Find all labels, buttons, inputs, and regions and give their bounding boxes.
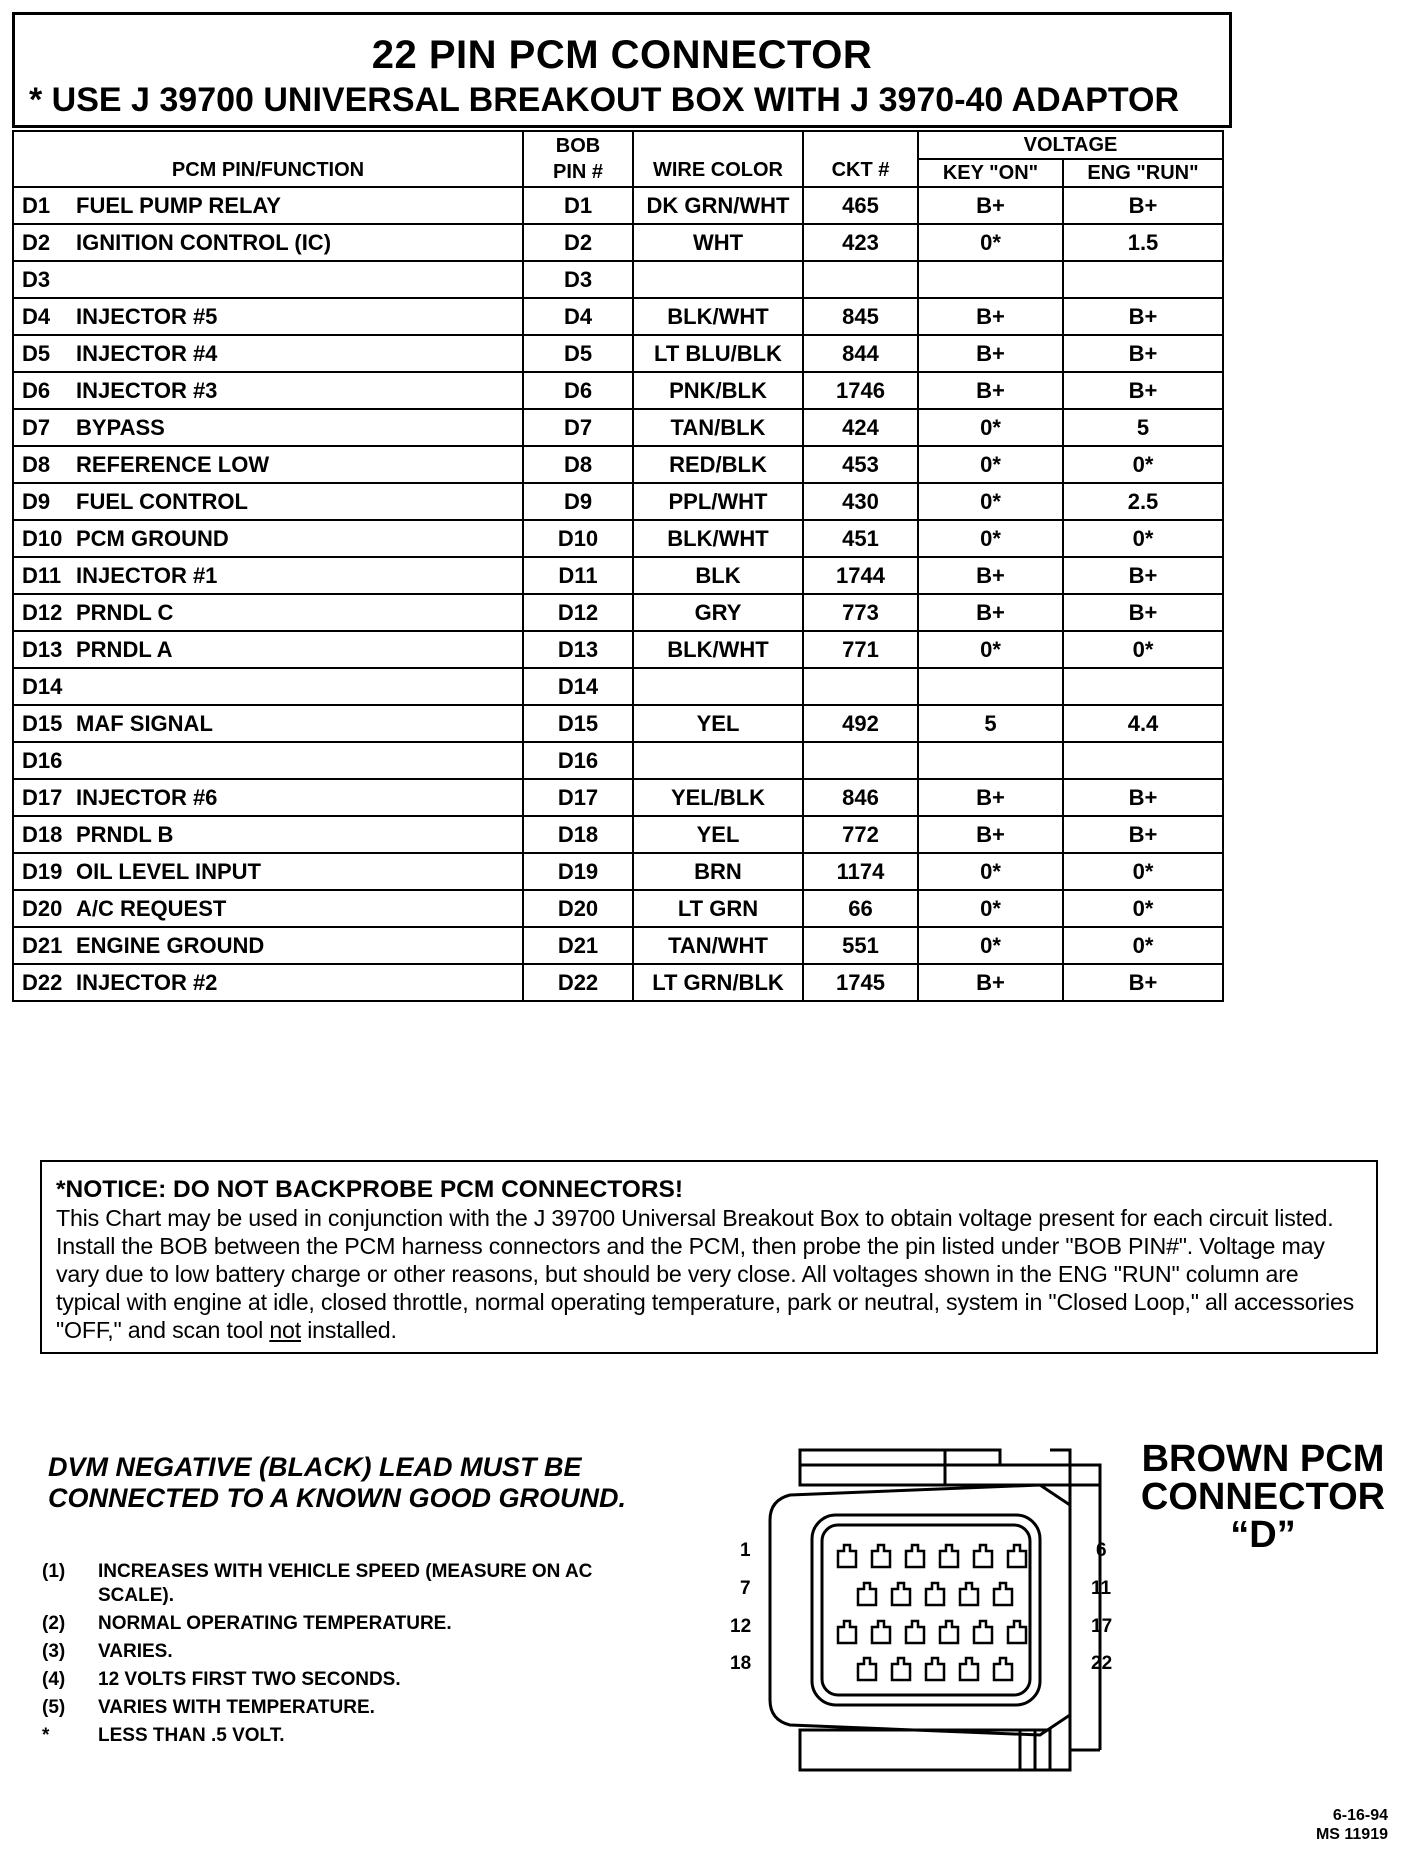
pin-table-body [13, 187, 1223, 1001]
circuit-number-cell [803, 668, 918, 705]
list-item [42, 1696, 662, 1720]
note-number: (1) [42, 1561, 66, 1582]
pin-function-cell [13, 668, 523, 705]
col-ckt-header: CKT # [803, 131, 918, 187]
wire-color-cell: GRY [633, 594, 803, 631]
wire-color-cell: YEL/BLK [633, 779, 803, 816]
key-on-voltage-cell: 0* [918, 224, 1063, 261]
pin-cavity [926, 1583, 944, 1605]
pin-id: D3 [22, 266, 51, 292]
eng-run-voltage-cell: B+ [1063, 372, 1223, 409]
circuit-number-cell: 1744 [803, 557, 918, 594]
dvm-line-2: CONNECTED TO A KNOWN GOOD GROUND. [48, 1483, 626, 1513]
note-text: VARIES WITH TEMPERATURE. [98, 1697, 375, 1718]
pin-cavity [858, 1583, 876, 1605]
bob-pin-cell: D2 [523, 224, 633, 261]
wire-color-cell: BLK/WHT [633, 520, 803, 557]
note-number: (5) [42, 1697, 66, 1718]
key-on-voltage-cell: B+ [918, 298, 1063, 335]
pin-number-22: 22 [1091, 1653, 1113, 1674]
table-row [13, 335, 1223, 372]
eng-run-voltage-cell: 0* [1063, 890, 1223, 927]
pin-id: D14 [22, 673, 63, 699]
eng-run-voltage-cell: 0* [1063, 446, 1223, 483]
date-code [1316, 1806, 1388, 1844]
pin-function-cell [13, 631, 523, 668]
eng-run-voltage-cell: B+ [1063, 594, 1223, 631]
pin-function: PRNDL A [76, 636, 173, 662]
key-on-voltage-cell [918, 742, 1063, 779]
pin-function: BYPASS [76, 414, 165, 440]
note-text: 12 VOLTS FIRST TWO SECONDS. [98, 1669, 401, 1690]
wire-color-cell: TAN/WHT [633, 927, 803, 964]
wire-color-cell: PPL/WHT [633, 483, 803, 520]
pin-function-cell [13, 705, 523, 742]
pin-id: D6 [22, 377, 51, 403]
table-row [13, 742, 1223, 779]
dvm-line-1: DVM NEGATIVE (BLACK) LEAD MUST BE [48, 1452, 582, 1482]
table-row [13, 187, 1223, 224]
eng-run-voltage-cell: 0* [1063, 927, 1223, 964]
key-on-voltage-cell: 0* [918, 631, 1063, 668]
table-row [13, 631, 1223, 668]
note-text: INCREASES WITH VEHICLE SPEED (MEASURE ON AC SCALE). [98, 1561, 593, 1606]
bob-pin-cell: D6 [523, 372, 633, 409]
table-row [13, 409, 1223, 446]
pin-number-6: 6 [1096, 1540, 1107, 1561]
table-row [13, 557, 1223, 594]
list-item [42, 1640, 662, 1664]
table-row [13, 372, 1223, 409]
pin-cavity [960, 1583, 978, 1605]
pin-table [12, 130, 1224, 1002]
table-row [13, 816, 1223, 853]
pin-id: D12 [22, 599, 63, 625]
pin-function-cell [13, 298, 523, 335]
wire-color-cell [633, 742, 803, 779]
pin-number-11: 11 [1091, 1578, 1112, 1599]
pin-id: D15 [22, 710, 63, 736]
note-number: (2) [42, 1613, 66, 1634]
pin-function-cell [13, 261, 523, 298]
bob-pin-cell: D7 [523, 409, 633, 446]
circuit-number-cell: 453 [803, 446, 918, 483]
bob-pin-cell: D18 [523, 816, 633, 853]
pin-id: D13 [22, 636, 63, 662]
table-row [13, 927, 1223, 964]
key-on-voltage-cell: 0* [918, 927, 1063, 964]
circuit-number-cell: 844 [803, 335, 918, 372]
circuit-number-cell: 845 [803, 298, 918, 335]
pin-function-cell [13, 779, 523, 816]
wire-color-cell: YEL [633, 816, 803, 853]
bob-pin-cell: D1 [523, 187, 633, 224]
pin-cavity [960, 1658, 978, 1680]
table-row [13, 520, 1223, 557]
pin-function-cell [13, 742, 523, 779]
bob-pin-cell: D21 [523, 927, 633, 964]
pin-id: D9 [22, 488, 51, 514]
key-on-voltage-cell: 5 [918, 705, 1063, 742]
col-key-on-header: KEY "ON" [918, 159, 1063, 187]
pin-function: ENGINE GROUND [76, 932, 265, 958]
header-box [12, 12, 1232, 128]
bob-pin-cell: D5 [523, 335, 633, 372]
wire-color-cell [633, 261, 803, 298]
pin-cavity [994, 1658, 1012, 1680]
pin-function: IGNITION CONTROL (IC) [76, 229, 332, 255]
pin-function-cell [13, 446, 523, 483]
key-on-voltage-cell: B+ [918, 557, 1063, 594]
pin-function-cell [13, 187, 523, 224]
pin-function: INJECTOR #1 [76, 562, 218, 588]
key-on-voltage-cell: 0* [918, 409, 1063, 446]
pin-function: FUEL PUMP RELAY [76, 192, 281, 218]
table-row [13, 594, 1223, 631]
wire-color-cell: BLK/WHT [633, 298, 803, 335]
circuit-number-cell: 424 [803, 409, 918, 446]
eng-run-voltage-cell: B+ [1063, 298, 1223, 335]
table-row [13, 890, 1223, 927]
pin-cavity [974, 1621, 992, 1643]
circuit-number-cell: 492 [803, 705, 918, 742]
key-on-voltage-cell: B+ [918, 779, 1063, 816]
pin-function-cell [13, 927, 523, 964]
circuit-number-cell: 1745 [803, 964, 918, 1001]
wire-color-cell: LT GRN/BLK [633, 964, 803, 1001]
bob-pin-cell: D12 [523, 594, 633, 631]
pin-cavity [926, 1658, 944, 1680]
dvm-instruction [48, 1452, 626, 1514]
table-row [13, 779, 1223, 816]
key-on-voltage-cell: B+ [918, 335, 1063, 372]
wire-color-cell: BLK/WHT [633, 631, 803, 668]
pin-function: INJECTOR #6 [76, 784, 218, 810]
list-item [42, 1560, 662, 1608]
key-on-voltage-cell: B+ [918, 187, 1063, 224]
wire-color-cell: BLK [633, 557, 803, 594]
notice-body-underlined: not [269, 1317, 301, 1343]
eng-run-voltage-cell: B+ [1063, 779, 1223, 816]
circuit-number-cell: 430 [803, 483, 918, 520]
wire-color-cell: LT GRN [633, 890, 803, 927]
key-on-voltage-cell: B+ [918, 372, 1063, 409]
bob-pin-cell: D14 [523, 668, 633, 705]
pin-id: D10 [22, 525, 63, 551]
wire-color-cell: RED/BLK [633, 446, 803, 483]
table-row [13, 964, 1223, 1001]
notice-heading: *NOTICE: DO NOT BACKPROBE PCM CONNECTORS! [56, 1176, 684, 1203]
pin-id: D5 [22, 340, 51, 366]
connector-label-line-2: CONNECTOR [1140, 1476, 1386, 1518]
eng-run-voltage-cell: B+ [1063, 335, 1223, 372]
pin-function: PRNDL B [76, 821, 174, 847]
list-item [42, 1724, 662, 1748]
connector-label-line-3: “D” [1230, 1514, 1296, 1556]
col-eng-run-header: ENG "RUN" [1063, 159, 1223, 187]
table-row [13, 446, 1223, 483]
circuit-number-cell [803, 742, 918, 779]
pin-function-cell [13, 520, 523, 557]
pin-cavity [892, 1658, 910, 1680]
list-item [42, 1668, 662, 1692]
pin-cavity [872, 1621, 890, 1643]
bob-pin-cell: D8 [523, 446, 633, 483]
circuit-number-cell [803, 261, 918, 298]
pin-cavity [872, 1545, 890, 1567]
circuit-number-cell: 451 [803, 520, 918, 557]
pin-function-cell [13, 816, 523, 853]
key-on-voltage-cell: 0* [918, 890, 1063, 927]
circuit-number-cell: 423 [803, 224, 918, 261]
pin-function-cell [13, 557, 523, 594]
col-function-header: PCM PIN/FUNCTION [13, 131, 523, 187]
pin-cavity [906, 1545, 924, 1567]
bob-pin-cell: D17 [523, 779, 633, 816]
pin-number-1: 1 [740, 1540, 751, 1561]
pin-function-cell [13, 224, 523, 261]
note-text: LESS THAN .5 VOLT. [98, 1725, 285, 1746]
eng-run-voltage-cell: 0* [1063, 631, 1223, 668]
page-subtitle: * USE J 39700 UNIVERSAL BREAKOUT BOX WITH J 3970-40 ADAPTOR [29, 81, 1180, 119]
pin-function-cell [13, 483, 523, 520]
pin-cavity [940, 1621, 958, 1643]
notice-body-text: This Chart may be used in conjunction with the J 39700 Universal Breakout Box to obtain voltage present for each circuit listed. Install the BOB between the PCM harness connectors and the PCM, then probe the pin listed under "BOB PIN#". Voltage may vary due to low battery charge or other reasons, but should be very close. All voltages shown in the ENG "RUN" column are typical with engine at idle, closed throttle, normal operating temperature, park or neutral, system in "Closed Loop," all accessories "OFF," and scan tool [56, 1205, 1355, 1343]
col-voltage-header: VOLTAGE [918, 131, 1223, 159]
circuit-number-cell: 551 [803, 927, 918, 964]
eng-run-voltage-cell: 0* [1063, 520, 1223, 557]
bob-pin-cell: D16 [523, 742, 633, 779]
pin-function-cell [13, 890, 523, 927]
circuit-number-cell: 1174 [803, 853, 918, 890]
pin-function: INJECTOR #2 [76, 969, 218, 995]
pin-cavity [1008, 1545, 1026, 1567]
circuit-number-cell: 1746 [803, 372, 918, 409]
eng-run-voltage-cell: B+ [1063, 816, 1223, 853]
table-row [13, 853, 1223, 890]
key-on-voltage-cell: 0* [918, 446, 1063, 483]
key-on-voltage-cell: B+ [918, 594, 1063, 631]
bob-pin-cell: D15 [523, 705, 633, 742]
bob-pin-cell: D9 [523, 483, 633, 520]
pin-function: A/C REQUEST [76, 895, 227, 921]
pin-cavity [858, 1658, 876, 1680]
pin-number-18: 18 [730, 1653, 752, 1674]
pin-function: FUEL CONTROL [76, 488, 248, 514]
eng-run-voltage-cell [1063, 742, 1223, 779]
pin-function-cell [13, 964, 523, 1001]
note-text: NORMAL OPERATING TEMPERATURE. [98, 1613, 452, 1634]
pin-function: INJECTOR #4 [76, 340, 218, 366]
col-wire-header: WIRE COLOR [633, 131, 803, 187]
pin-cavity [940, 1545, 958, 1567]
key-on-voltage-cell [918, 261, 1063, 298]
circuit-number-cell: 773 [803, 594, 918, 631]
pin-id: D22 [22, 969, 63, 995]
wire-color-cell: LT BLU/BLK [633, 335, 803, 372]
eng-run-voltage-cell: 0* [1063, 853, 1223, 890]
eng-run-voltage-cell: B+ [1063, 187, 1223, 224]
pin-function: REFERENCE LOW [76, 451, 270, 477]
bob-pin-cell: D19 [523, 853, 633, 890]
bob-pin-cell: D3 [523, 261, 633, 298]
pin-function-cell [13, 372, 523, 409]
wire-color-cell: PNK/BLK [633, 372, 803, 409]
wire-color-cell: DK GRN/WHT [633, 187, 803, 224]
table-row [13, 298, 1223, 335]
table-row [13, 224, 1223, 261]
pin-id: D2 [22, 229, 51, 255]
notice-body-end: installed. [300, 1317, 397, 1343]
pin-number-7: 7 [740, 1578, 751, 1599]
circuit-number-cell: 846 [803, 779, 918, 816]
table-row [13, 705, 1223, 742]
footer-code: MS 11919 [1315, 1826, 1388, 1843]
connector-label-line-1: BROWN PCM [1141, 1438, 1385, 1480]
pin-number-12: 12 [730, 1616, 752, 1637]
notice-box [40, 1160, 1378, 1354]
pin-number-17: 17 [1091, 1616, 1113, 1637]
eng-run-voltage-cell [1063, 668, 1223, 705]
pin-id: D4 [22, 303, 51, 329]
pin-function: MAF SIGNAL [76, 710, 213, 736]
pin-id: D20 [22, 895, 63, 921]
pin-function: OIL LEVEL INPUT [76, 858, 261, 884]
pin-cavity [994, 1583, 1012, 1605]
pin-function-cell [13, 335, 523, 372]
pin-id: D17 [22, 784, 63, 810]
bob-pin-cell: D11 [523, 557, 633, 594]
eng-run-voltage-cell: B+ [1063, 557, 1223, 594]
pin-cavity [838, 1621, 856, 1643]
eng-run-voltage-cell: 5 [1063, 409, 1223, 446]
circuit-number-cell: 772 [803, 816, 918, 853]
table-row [13, 261, 1223, 298]
pin-id: D1 [22, 192, 51, 218]
col-bob-header: BOB PIN # [523, 131, 633, 187]
pin-id: D11 [22, 562, 62, 588]
connector-label [1128, 1440, 1398, 1554]
footer-date: 6-16-94 [1332, 1807, 1388, 1824]
key-on-voltage-cell: 0* [918, 520, 1063, 557]
key-on-voltage-cell [918, 668, 1063, 705]
circuit-number-cell: 66 [803, 890, 918, 927]
note-number: (4) [42, 1669, 66, 1690]
note-text: VARIES. [98, 1641, 173, 1662]
table-row [13, 483, 1223, 520]
key-on-voltage-cell: 0* [918, 483, 1063, 520]
pin-id: D8 [22, 451, 51, 477]
bob-pin-cell: D10 [523, 520, 633, 557]
pin-cavity [892, 1583, 910, 1605]
key-on-voltage-cell: 0* [918, 853, 1063, 890]
pin-function: PRNDL C [76, 599, 174, 625]
key-on-voltage-cell: B+ [918, 964, 1063, 1001]
bob-pin-cell: D20 [523, 890, 633, 927]
bob-pin-cell: D22 [523, 964, 633, 1001]
connector-diagram [740, 1430, 1130, 1790]
notes-list [42, 1560, 662, 1752]
pin-function: PCM GROUND [76, 525, 229, 551]
pin-id: D16 [22, 747, 63, 773]
eng-run-voltage-cell: 2.5 [1063, 483, 1223, 520]
circuit-number-cell: 771 [803, 631, 918, 668]
pin-id: D19 [22, 858, 63, 884]
pin-id: D18 [22, 821, 63, 847]
wire-color-cell: WHT [633, 224, 803, 261]
pin-function-cell [13, 853, 523, 890]
pin-cavity [974, 1545, 992, 1567]
list-item [42, 1612, 662, 1636]
wire-color-cell [633, 668, 803, 705]
table-row [13, 668, 1223, 705]
note-number: * [42, 1725, 50, 1746]
note-number: (3) [42, 1641, 66, 1662]
pin-function: INJECTOR #5 [76, 303, 218, 329]
pin-function-cell [13, 409, 523, 446]
circuit-number-cell: 465 [803, 187, 918, 224]
pin-id: D21 [22, 932, 63, 958]
eng-run-voltage-cell: B+ [1063, 964, 1223, 1001]
eng-run-voltage-cell: 1.5 [1063, 224, 1223, 261]
page-title: 22 PIN PCM CONNECTOR [371, 33, 873, 77]
key-on-voltage-cell: B+ [918, 816, 1063, 853]
wire-color-cell: YEL [633, 705, 803, 742]
notice-body [56, 1204, 1366, 1344]
wire-color-cell: BRN [633, 853, 803, 890]
pin-cavity [1008, 1621, 1026, 1643]
pin-cavity [838, 1545, 856, 1567]
bob-pin-cell: D13 [523, 631, 633, 668]
wire-color-cell: TAN/BLK [633, 409, 803, 446]
pin-cavity [906, 1621, 924, 1643]
eng-run-voltage-cell: 4.4 [1063, 705, 1223, 742]
pin-function-cell [13, 594, 523, 631]
bob-pin-cell: D4 [523, 298, 633, 335]
eng-run-voltage-cell [1063, 261, 1223, 298]
pin-function: INJECTOR #3 [76, 377, 218, 403]
pin-id: D7 [22, 414, 51, 440]
